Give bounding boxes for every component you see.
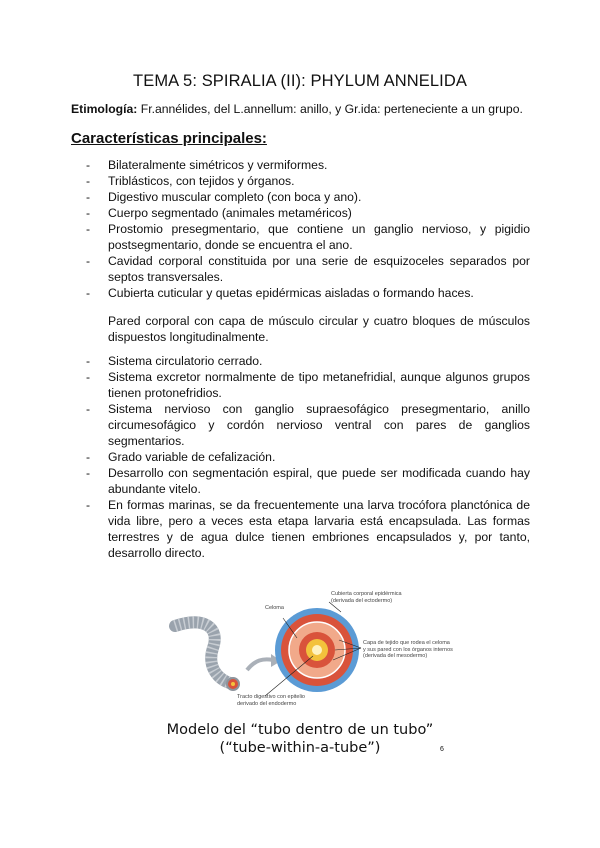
page-number: 6 — [440, 746, 444, 753]
characteristics-list-b — [86, 353, 530, 561]
tube-within-tube-figure — [165, 588, 465, 708]
list-item-text: En formas marinas, se da frecuentemente una larva trocófora planctónica de vida libre, pero a veces esta etapa larvaria está encapsulada. Las formas terrestres y de agua dulce tienen embriones encapsulados y, por tanto, desarrollo directo. — [108, 498, 530, 560]
list-item-text: Sistema nervioso con ganglio supraesofágico presegmentario, anillo circumesofágico y cordón nervioso ventral con pares de ganglios segmentarios. — [108, 402, 530, 448]
list-item-text: Cavidad corporal constituida por una serie de esquizoceles separados por septos transversales. — [108, 254, 530, 284]
bullet-dash: - — [86, 254, 91, 268]
list-item-text: Sistema excretor normalmente de tipo metanefridial, aunque algunos grupos tienen protonefridios. — [108, 370, 530, 400]
gut-lumen — [312, 645, 322, 655]
list-item — [86, 205, 530, 221]
bullet-dash: - — [86, 190, 91, 204]
bullet-dash: - — [86, 286, 91, 300]
list-item — [86, 401, 530, 449]
bullet-dash: - — [86, 402, 91, 416]
list-item — [86, 189, 530, 205]
list-item — [86, 497, 530, 561]
list-item — [86, 449, 530, 465]
list-item — [86, 173, 530, 189]
bullet-dash: - — [86, 174, 91, 188]
bullet-dash: - — [86, 466, 91, 480]
list-item-text: Cuerpo segmentado (animales metaméricos) — [108, 206, 352, 220]
list-item — [86, 285, 530, 301]
label-muscle-layer: Capa de tejido que rodea el celoma y sus pared con los órganos internos (derivada del mesodermo) — [363, 640, 453, 659]
bullet-dash: - — [86, 158, 91, 172]
characteristics-list-a — [86, 157, 530, 301]
figure-caption-line-1: Modelo del “tubo dentro de un tubo” — [166, 722, 434, 738]
list-item-text: Desarrollo con segmentación espiral, que puede ser modificada cuando hay abundante vitelo. — [108, 466, 530, 496]
bullet-dash: - — [86, 370, 91, 384]
list-item — [86, 465, 530, 497]
label-gut: Tracto digestivo con epitelio derivado del endodermo — [237, 694, 305, 707]
list-item-text: Triblásticos, con tejidos y órganos. — [108, 174, 295, 188]
bullet-dash: - — [86, 498, 91, 512]
list-item-text: Sistema circulatorio cerrado. — [108, 354, 263, 368]
list-item-text: Digestivo muscular completo (con boca y ano). — [108, 190, 362, 204]
list-item — [86, 221, 530, 253]
label-celoma: Celoma — [265, 605, 284, 611]
etymology — [71, 102, 541, 116]
page-title: TEMA 5: SPIRALIA (II): PHYLUM ANNELIDA — [133, 72, 467, 90]
section-title: Características principales: — [71, 130, 267, 147]
bullet-dash: - — [86, 206, 91, 220]
body-wall-paragraph: Pared corporal con capa de músculo circular y cuatro bloques de músculos dispuestos longitudinalmente. — [108, 314, 530, 344]
list-item — [86, 157, 530, 173]
list-item-text: Grado variable de cefalización. — [108, 450, 276, 464]
list-item-text: Prostomio presegmentario, que contiene un ganglio nervioso, y pigidio postsegmentario, donde se encuentra el ano. — [108, 222, 530, 252]
list-item-text: Cubierta cuticular y quetas epidérmicas aisladas o formando haces. — [108, 286, 474, 300]
etymology-text: Fr.annélides, del L.annellum: anillo, y Gr.ida: perteneciente a un grupo. — [137, 102, 523, 116]
worm-body — [175, 622, 233, 684]
list-item — [86, 353, 530, 369]
list-item — [86, 253, 530, 285]
figure-caption-line-2: (“tube-within-a-tube”) — [219, 740, 381, 756]
list-item — [86, 369, 530, 401]
bullet-dash: - — [86, 354, 91, 368]
etymology-label: Etimología: — [71, 102, 138, 116]
arrow-icon — [247, 659, 273, 670]
list-item-text: Bilateralmente simétricos y vermiformes. — [108, 158, 328, 172]
bullet-dash: - — [86, 222, 91, 236]
label-cuticle: Cubierta corporal epidérmica (derivada del ectodermo) — [331, 591, 402, 604]
bullet-dash: - — [86, 450, 91, 464]
